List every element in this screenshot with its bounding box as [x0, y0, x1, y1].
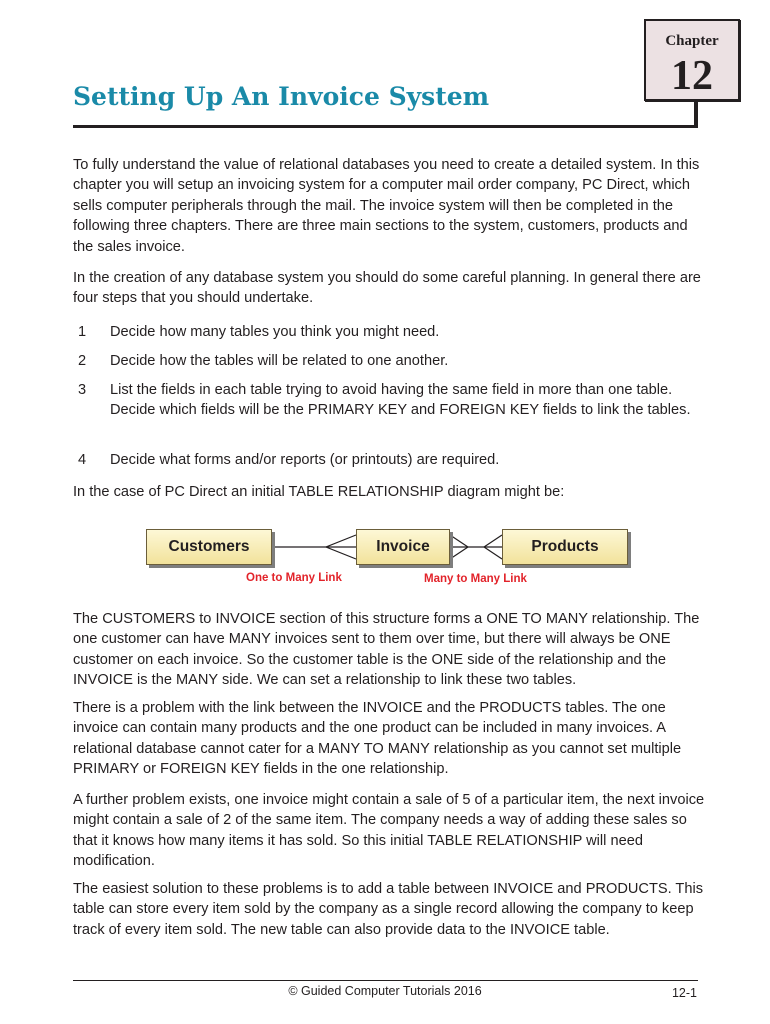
- diagram-intro: In the case of PC Direct an initial TABLE RELATIONSHIP diagram might be:: [73, 484, 565, 500]
- footer-rule: [73, 980, 698, 981]
- chapter-label: Chapter: [665, 33, 719, 49]
- intro-paragraph-1: To fully understand the value of relational databases you need to create a detailed system. In this chapter you will setup an invoicing system for a computer mail order company, PC Direct, which sells computer peripherals through the mail. The invoice system will then be completed in the following three chapters. There are three main sections to the system, customers, products and the sales invoice.: [73, 157, 700, 255]
- footer-copyright: © Guided Computer Tutorials 2016: [288, 984, 482, 998]
- many-to-many-label: Many to Many Link: [424, 573, 527, 585]
- entity-invoice: Invoice: [356, 529, 450, 565]
- step-number: 3: [78, 382, 87, 398]
- title-rule: [73, 125, 698, 128]
- chapter-badge: [644, 19, 740, 101]
- entity-customers: Customers: [146, 529, 272, 565]
- step-number: 2: [78, 353, 87, 369]
- intro-paragraph-2: In the creation of any database system you should do some careful planning. In general there are four steps that you should undertake.: [73, 270, 701, 307]
- step-number: 1: [78, 324, 87, 340]
- one-to-many-label: One to Many Link: [246, 572, 342, 584]
- body-paragraph-1: The CUSTOMERS to INVOICE section of this structure forms a ONE TO MANY relationship. The one customer can have MANY invoices sent to them over time, but there will always be ONE customer on each invoice. So the customer table is the ONE side of the relationship and the INVOICE is the MANY side. We can set a relationship to link these two tables.: [73, 611, 700, 689]
- chapter-number: 12: [671, 53, 713, 99]
- page-title: Setting Up An Invoice System: [73, 82, 490, 111]
- body-paragraph-4: The easiest solution to these problems is to add a table between INVOICE and PRODUCTS. This table can store every item sold by the company as a single record allowing the company to keep track of every item sold. The new table can also provide data to the INVOICE table.: [73, 881, 704, 938]
- table-relationship-diagram: [140, 525, 640, 595]
- title-rule-vertical: [694, 101, 698, 128]
- entity-products: Products: [502, 529, 628, 565]
- step-text: Decide how the tables will be related to one another.: [110, 353, 449, 369]
- body-paragraph-2: There is a problem with the link between the INVOICE and the PRODUCTS tables. The one invoice can contain many products and the one product can be included in many invoices. A relational database cannot cater for a MANY TO MANY relationship as you cannot set multiple PRIMARY or FOREIGN KEY fields in the one relationship.: [73, 700, 682, 778]
- step-text: Decide what forms and/or reports (or printouts) are required.: [110, 452, 500, 468]
- step-text: List the fields in each table trying to avoid having the same field in more than one table. Decide which fields will be the PRIMARY KEY and FOREIGN KEY fields to link the tables.: [110, 382, 691, 419]
- step-number: 4: [78, 452, 87, 468]
- step-text: Decide how many tables you think you might need.: [110, 324, 440, 340]
- page-number: 12-1: [671, 986, 697, 1000]
- body-paragraph-3: A further problem exists, one invoice might contain a sale of 5 of a particular item, the next invoice might contain a sale of 2 of the same item. The company needs a way of adding these sales so that it knows how many items it has sold. So this initial TABLE RELATIONSHIP will need modification.: [73, 792, 705, 870]
